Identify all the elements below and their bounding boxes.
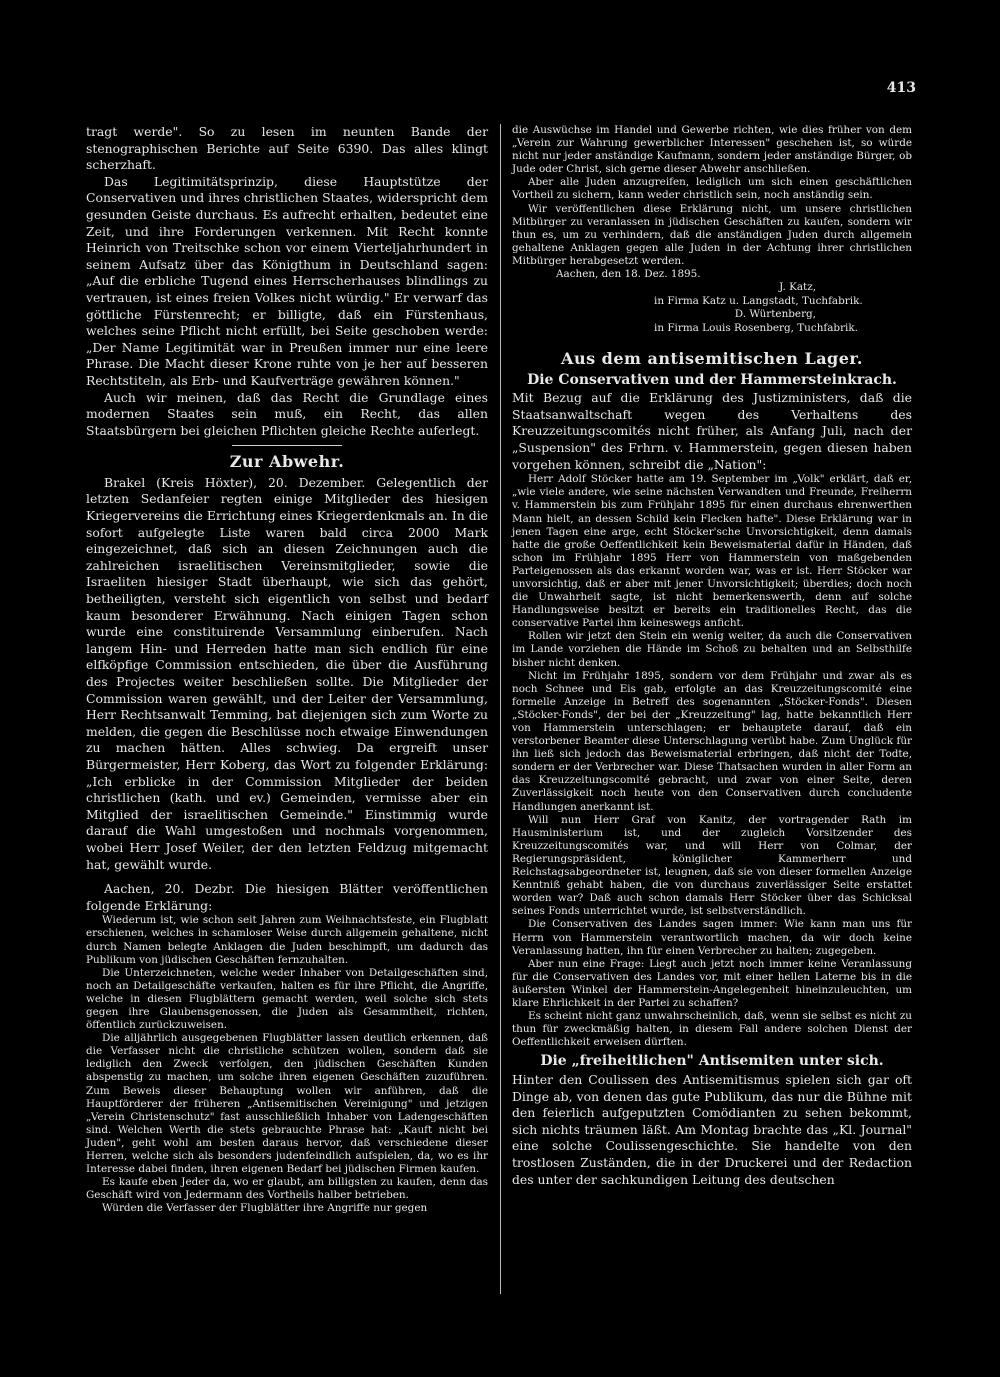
paragraph: Das Legitimitätsprinzip, diese Hauptstütze der Conservativen und ihres christlichen Staates, widerspricht dem gesunden Geiste durchaus. Es aufrecht erhalten, bedeutet eine Zeit, und ihre Forderungen verkennen. Mit Recht konnte Heinrich von Treitschke schon vor einem Vierteljahrhundert in seinem Aufsatz über das Königthum in Deutschland sagen: „Auf die erbliche Tugend eines Herrscherhauses blindlings zu vertrauen, ist eines freien Volkes nicht würdig." Er verwarf das göttliche Fürstenrecht; er billigte, daß ein Fürstenhaus, welches seine Pflicht nicht erfüllt, bei Seite geschoben werde: „Der Name Legitimität war in Preußen immer nur eine leere Phrase. Die Macht dieser Krone ruhte von je her auf besseren Rechtstiteln, als Erb- und Kaufverträge gewähren können." bbox=[86, 173, 488, 388]
declaration-paragraph: Die Unterzeichneten, welche weder Inhaber von Detailgeschäften sind, noch an Detailgeschäfte verkaufen, halten es für ihre Pflicht, die Angriffe, welche in diesen Flugblättern gemacht werden, weil solche sich stets gegen ihre Glaubensgenossen, die Juden als Gesammtheit, richten, öffentlich zurückzuweisen. bbox=[86, 966, 488, 1032]
declaration-paragraph: Aber alle Juden anzugreifen, lediglich um sich einen geschäftlichen Vortheil zu sichern, kann weder christlich sein, noch anständig sein. bbox=[512, 176, 912, 202]
signature-block bbox=[512, 268, 912, 335]
paragraph: Auch wir meinen, daß das Recht die Grundlage eines modernen Staates sein muß, ein Recht, das allen Staatsbürgern bei gleichen Pflichten gleiche Rechte auferlegt. bbox=[86, 389, 488, 438]
quote-paragraph: Rollen wir jetzt den Stein ein wenig weiter, da auch die Conservativen im Lande vorziehen die Hände im Schoß zu behalten und an Selbsthilfe bisher nicht denken. bbox=[512, 630, 912, 669]
article-paragraph: Hinter den Coulissen des Antisemitismus spielen sich gar oft Dinge ab, von denen das gute Publikum, das nur die Bühne mit den feierlich aufgeputzten Comödianten zu sehen bekommt, sich nichts träumen läßt. Am Montag brachte das „Kl. Journal" eine solche Coulissengeschichte. Sie handelte von den trostlosen Zuständen, die in der Druckerei und der Redaction des unter der sachkundigen Leitung des deutschen bbox=[512, 1071, 912, 1187]
quote-block bbox=[512, 473, 912, 1049]
section-heading: Zur Abwehr. bbox=[229, 452, 345, 472]
declaration-paragraph: Würden die Verfasser der Flugblätter ihre Angriffe nur gegen bbox=[102, 1202, 428, 1215]
left-column bbox=[86, 124, 488, 1215]
declaration-continued bbox=[512, 124, 912, 268]
paragraph: tragt werde". So zu lesen im neunten Bande der stenographischen Berichte auf Seite 6390. Das alles klingt scherzhaft. bbox=[86, 124, 488, 173]
declaration-paragraph: die Auswüchse im Handel und Gewerbe richten, wie dies früher von dem „Verein zur Wahrung gewerblicher Interessen" geschehen ist, so würde nicht nur jeder anständige Kaufmann, sondern jeder anständige Bürger, ob Jude oder Christ, sich gerne dieser Abwehr anschließen. bbox=[512, 124, 912, 176]
page-number: 413 bbox=[886, 80, 916, 96]
article-heading: Die „freiheitlichen" Antisemiten unter sich. bbox=[540, 1053, 884, 1070]
declaration-paragraph: Wir veröffentlichen diese Erklärung nicht, um unsere christlichen Mitbürger zu veranlassen in jüdischen Geschäften zu kaufen, sondern wir thun es, um zu verhindern, daß die anständigen Juden durch allgemein gehaltene Anklagen gegen alle Juden in der Achtung ihrer christlichen Mitbürger herabgesetzt werden. bbox=[512, 202, 912, 267]
quote-paragraph: Herr Adolf Stöcker hatte am 19. September im „Volk" erklärt, daß er, „wie viele andere, wie seine nächsten Verwandten und Freunde, Freiherrn v. Hammerstein bis zum Frühjahr 1895 für einen durchaus ehrenwerthen Mann hielt, an dessen Schild kein Flecken hafte". Diese Erklärung war in jenen Tagen eine arge, echt Stöcker'sche Unvorsichtigkeit, denn damals hatte die große Oeffentlichkeit kein Beweismaterial dafür in Händen, daß schon im Frühjahr 1895 Herr von Hammerstein von maßgebenden Parteigenossen als das erkannt worden war, was er ist. Herr Stöcker war unvorsichtig, daß er aber mit jener Unvorsichtigkeit; überdies; doch noch die Unwahrheit sagte, ist nicht bemerkenswerth, denn auf solche Handlungsweise besitzt er bereits ein traditionelles Recht, das die conservative Partei ihm keineswegs anficht. bbox=[512, 473, 912, 630]
quote-paragraph: Will nun Herr Graf von Kanitz, der vortragender Rath im Hausministerium ist, und der zugleich Vorsitzender des Kreuzzeitungscomités war, und will Herr von Colmar, der Regierungspräsident, königlicher Kammerherr und Reichstagsabgeordneter ist, leugnen, daß sie von dieser formellen Anzeige Kenntniß gehabt haben, die von durchaus zuverlässiger Seite erstattet worden war? Daß auch schon damals Herr Stöcker über das Schicksal seines Fonds unterrichtet wurde, ist selbstverständlich. bbox=[512, 813, 912, 918]
quote-paragraph: Es scheint nicht ganz unwahrscheinlich, daß, wenn sie selbst es nicht zu thun für zweckmäßig halten, in diesem Fall andere solchen Dienst der Oeffentlichkeit erweisen dürften. bbox=[512, 1010, 912, 1049]
signature-date: Aachen, den 18. Dez. 1895. bbox=[556, 268, 701, 281]
section-divider bbox=[232, 445, 342, 446]
article-brakel: Brakel (Kreis Höxter), 20. Dezember. Gelegentlich der letzten Sedanfeier regten einige Mitglieder des hiesigen Kriegervereins die Errichtung eines Kriegerdenkmals an. In die sofort aufgelegte Liste waren bald circa 2000 Mark eingezeichnet, daß sich an diesen Zeichnungen auch die zahlreichen israelitischen Vereinsmitglieder, sowie die Israeliten hiesiger Stadt überhaupt, wie sich das gehört, betheiligten, versteht sich eigentlich von selbst und bedarf kaum besonderer Erwähnung. Nach einigen Tagen schon wurde eine constituirende Versammlung einberufen. Nach langem Hin- und Herreden hatte man sich endlich für eine elfköpfige Commission entschieden, die über die Ausführung des Projectes weiter beschließen sollte. Die Mitglieder der Commission waren gewählt, und der Leiter der Versammlung, Herr Rechtsanwalt Temming, bat diejenigen sich zum Worte zu melden, die gegen die Beschlüsse noch etwaige Einwendungen zu machen hätten. Alles schwieg. Da ergreift unser Bürgermeister, Herr Koberg, das Wort zu folgender Erklärung: „Ich erblicke in der Commission Mitglieder der beiden christlichen (kath. und ev.) Gemeinden, vermisse aber ein Mitglied der israelitischen Gemeinde." Einstimmig wurde darauf die Wahl umgestoßen und nochmals vorgenommen, wobei Herr Josef Weiler, der den letzten Feldzug mitgemacht hat, gewählt wurde. bbox=[86, 474, 488, 872]
signer-firm: in Firma Katz u. Langstadt, Tuchfabrik. bbox=[654, 294, 863, 307]
signer-name: J. Katz, bbox=[779, 281, 816, 294]
quote-paragraph: Nicht im Frühjahr 1895, sondern vor dem Frühjahr und zwar als es noch Schnee und Eis gab, erfolgte an das Kreuzzeitungscomité eine formelle Anzeige in Betreff des sogenannten „Stöcker-Fonds". Diesen „Stöcker-Fonds", der bei der „Kreuzzeitung" lag, hatte bekanntlich Herr von Hammerstein unterschlagen; er behauptete darauf, daß ein verstorbener Beamter diese Unterschlagung verübt habe. Zum Unglück für ihn ließ sich jedoch das Beweismaterial erbringen, daß nicht der Todte, sondern er der Verbrecher war. Diese Thatsachen wurden in aller Form an das Kreuzzeitungscomité gebracht, und zwar von einer Seite, deren Zuverlässigkeit noch heute von den Conservativen durch concludente Handlungen anerkannt ist. bbox=[512, 669, 912, 813]
declaration-paragraph: Wiederum ist, wie schon seit Jahren zum Weihnachtsfeste, ein Flugblatt erschienen, welches in schamloser Weise durch allgemein gehaltene, nicht durch Namen belegte Anklagen die Juden beschimpft, um dadurch das Publikum von jüdischen Geschäften fernzuhalten. bbox=[86, 914, 488, 966]
article-heading: Die Conservativen und der Hammersteinkrach. bbox=[527, 371, 897, 388]
declaration-paragraph: Die alljährlich ausgegebenen Flugblätter lassen deutlich erkennen, daß die Verfasser nicht die christliche schützen wollen, sondern daß sie lediglich den Zweck verfolgen, den jüdischen Geschäften Kunden abspenstig zu machen, um solche ihren eigenen Geschäften zuzuführen. Zum Beweis dieser Behauptung wollen wir anführen, daß die Hauptförderer der früheren „Antisemitischen Vereinigung" und jetzigen „Verein Christenschutz" fast ausschließlich Inhaber von Ladengeschäften sind. Welchen Werth die stets gebrauchte Phrase hat: „Kauft nicht bei Juden", geht wohl am besten daraus hervor, daß verschiedene dieser Herren, welche sich als besonders judenfeindlich aufspielen, da, wo es ihr Interesse dabei finden, ihren eigenen Bedarf bei jüdischen Firmen kaufen. bbox=[86, 1032, 488, 1176]
quote-paragraph: Aber nun eine Frage: Liegt auch jetzt noch immer keine Veranlassung für die Conservativen des Landes vor, mit einer hellen Laterne bis in die äußersten Winkel der Hammerstein-Angelegenheit hineinzuleuchten, um klare Ehrlichkeit in der Partei zu schaffen? bbox=[512, 957, 912, 1009]
signer-name: D. Würtenberg, bbox=[734, 308, 816, 321]
article-intro: Mit Bezug auf die Erklärung des Justizministers, daß die Staatsanwaltschaft wegen des Verhaltens des Kreuzzeitungscomités nicht früher, als Anfang Juli, nach der „Suspension" des Frhrn. v. Hammerstein, gegen diesen haben vorgehen können, schreibt die „Nation": bbox=[512, 390, 912, 472]
article-aachen-lead: Aachen, 20. Dezbr. Die hiesigen Blätter veröffentlichen folgende Erklärung: bbox=[86, 881, 488, 913]
declaration-block bbox=[86, 914, 488, 1215]
signer-firm: in Firma Louis Rosenberg, Tuchfabrik. bbox=[654, 321, 858, 334]
quote-paragraph: Die Conservativen des Landes sagen immer: Wie kann man uns für Herrn von Hammerstein verantwortlich machen, da wir doch keine Veranlassung hatten, ihn für einen Verbrecher zu halten; zugegeben. bbox=[512, 918, 912, 957]
declaration-paragraph: Es kaufe eben Jeder da, wo er glaubt, am billigsten zu kaufen, denn das Geschäft wird von Jedermann des Vortheils halber betrieben. bbox=[86, 1176, 488, 1202]
column-divider bbox=[500, 124, 501, 1294]
right-column bbox=[512, 124, 912, 1188]
section-heading: Aus dem antisemitischen Lager. bbox=[561, 349, 863, 369]
